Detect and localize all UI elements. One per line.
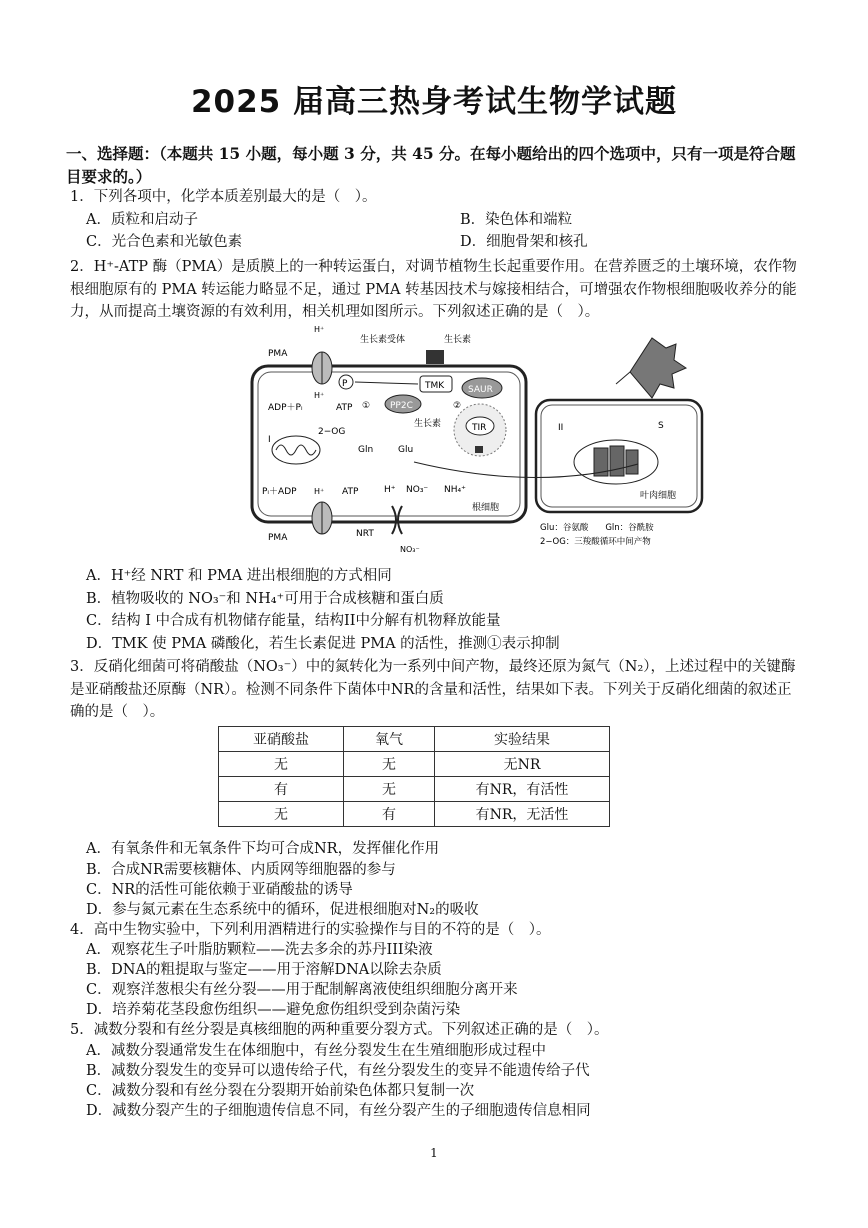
table-cell: 无 <box>219 752 344 777</box>
label-nrt: NRT <box>356 529 374 539</box>
label-hplus-bottom: H⁺ <box>314 487 325 496</box>
leaf-icon <box>630 338 686 398</box>
q3-option-b: B．合成NR需要核糖体、内质网等细胞器的参与 <box>86 862 396 878</box>
label-roman1: I <box>268 435 271 445</box>
label-root-cell: 根细胞 <box>472 503 500 513</box>
label-saur: SAUR <box>468 385 493 395</box>
label-glu: Glu <box>398 445 414 455</box>
q5-option-a: A．减数分裂通常发生在体细胞中，有丝分裂发生在生殖细胞形成过程中 <box>86 1043 546 1059</box>
nrt-channel <box>392 506 402 534</box>
q1-option-d: D．细胞骨架和核孔 <box>460 234 588 250</box>
label-s: S <box>658 421 664 431</box>
q3-option-a: A．有氧条件和无氧条件下均可合成NR，发挥催化作用 <box>86 841 440 857</box>
q1-option-b: B．染色体和端粒 <box>460 212 573 228</box>
label-no3-in: NO₃⁻ <box>406 485 429 495</box>
table-header: 氧气 <box>344 727 435 752</box>
table-header: 亚硝酸盐 <box>219 727 344 752</box>
label-atp-bottom: ATP <box>342 487 359 497</box>
label-auxin-inner: 生长素 <box>414 419 442 429</box>
table-cell: 无 <box>344 752 435 777</box>
label-pi-adp: Pᵢ＋ADP <box>262 487 297 497</box>
label-circle1: ① <box>362 401 371 411</box>
page-number: 1 <box>430 1146 438 1160</box>
label-hplus-top: H⁺ <box>314 325 325 334</box>
q5-option-d: D．减数分裂产生的子细胞遗传信息不同，有丝分裂产生的子细胞遗传信息相同 <box>86 1103 591 1119</box>
label-auxin-top: 生长素 <box>444 335 472 345</box>
label-no3-out: NO₃⁻ <box>400 545 420 554</box>
pma-mechanism-figure <box>238 322 708 562</box>
q3-option-d: D．参与氮元素在生态系统中的循环，促进根细胞对N₂的吸收 <box>86 902 479 918</box>
label-roman2: II <box>558 423 564 433</box>
q5-option-b: B．减数分裂发生的变异可以遗传给子代，有丝分裂发生的变异不能遗传给子代 <box>86 1063 590 1079</box>
label-2og: 2−OG <box>318 427 346 437</box>
label-adp-pi: ADP＋Pᵢ <box>268 403 303 413</box>
q2-option-a: A．H⁺经 NRT 和 PMA 进出根细胞的方式相同 <box>86 568 392 584</box>
table-cell: 无 <box>219 802 344 827</box>
q5-stem: 5．减数分裂和有丝分裂是真核细胞的两种重要分裂方式。下列叙述正确的是（ ）。 <box>70 1022 609 1038</box>
label-hplus-mid: H⁺ <box>314 391 325 400</box>
label-circle2: ② <box>453 401 462 411</box>
table-cell: 有 <box>219 777 344 802</box>
q3-stem: 3．反硝化细菌可将硝酸盐（NO₃⁻）中的氮转化为一系列中间产物，最终还原为氮气（N₂），上述过程中的关键酶是亚硝酸盐还原酶（NR）。检测不同条件下菌体中NR的含量和活性，结果如下表。下列关于反硝化细菌的叙述正确的是（ ）。 <box>70 659 796 720</box>
table-cell: 有NR，有活性 <box>435 777 610 802</box>
label-leaf-cell: 叶肉细胞 <box>640 491 677 501</box>
label-pma-bottom: PMA <box>268 533 288 543</box>
table-cell: 有 <box>344 802 435 827</box>
q4-option-c: C．观察洋葱根尖有丝分裂——用于配制解离液使组织细胞分离开来 <box>86 982 518 998</box>
q1-option-a: A．质粒和启动子 <box>86 212 198 228</box>
label-pma-top: PMA <box>268 349 288 359</box>
arrow-tmk-p <box>355 382 418 384</box>
results-table <box>218 726 610 827</box>
label-tir: TIR <box>472 423 487 433</box>
label-receptor: 生长素受体 <box>360 335 406 345</box>
label-p: P <box>342 379 348 389</box>
label-atp-top: ATP <box>336 403 353 413</box>
q4-stem: 4．高中生物实验中，下列利用酒精进行的实验操作与目的不符的是（ ）。 <box>70 922 551 938</box>
auxin-receptor-icon <box>426 350 444 364</box>
table-header-row <box>219 727 610 752</box>
table-cell: 有NR，无活性 <box>435 802 610 827</box>
exam-title: 2025 届高三热身考试生物学试题 <box>190 84 678 120</box>
label-nh4: NH₄⁺ <box>444 485 466 495</box>
label-pp2c: PP2C <box>390 401 413 411</box>
table-cell: 无NR <box>435 752 610 777</box>
q1-option-c: C．光合色素和光敏色素 <box>86 234 243 250</box>
figure-legend-1: Glu：谷氨酸 Gln：谷酰胺 <box>540 523 654 533</box>
q3-option-c: C．NR的活性可能依赖于亚硝酸盐的诱导 <box>86 882 353 898</box>
label-tmk: TMK <box>425 381 445 391</box>
q2-option-b: B．植物吸收的 NO₃⁻和 NH₄⁺可用于合成核糖和蛋白质 <box>86 591 444 607</box>
label-gln: Gln <box>358 445 374 455</box>
q4-option-a: A．观察花生子叶脂肪颗粒——洗去多余的苏丹III染液 <box>86 942 433 958</box>
q4-option-b: B．DNA的粗提取与鉴定——用于溶解DNA以除去杂质 <box>86 962 442 978</box>
q5-option-c: C．减数分裂和有丝分裂在分裂期开始前染色体都只复制一次 <box>86 1083 475 1099</box>
table-row <box>219 752 610 777</box>
table-row <box>219 802 610 827</box>
section-header: 一、选择题：（本题共 15 小题，每小题 3 分，共 45 分。在每小题给出的四个选项中，只有一项是符合题目要求的。） <box>66 144 796 186</box>
q2-stem: 2．H⁺-ATP 酶（PMA）是质膜上的一种转运蛋白，对调节植物生长起重要作用。在营养匮乏的土壤环境，农作物根细胞原有的 PMA 转运能力略显不足，通过 PMA 转基因技术与嫁接相结合，可增强农作物根细胞吸收养分的能力，从而提高土壤资源的有效利用，相关机理如图所示。下列叙述正确的是（ ）。 <box>70 259 797 320</box>
table-row <box>219 777 610 802</box>
q4-option-d: D．培养菊花茎段愈伤组织——避免愈伤组织受到杂菌污染 <box>86 1002 461 1018</box>
label-hplus-no3: H⁺ <box>384 485 396 495</box>
q2-option-c: C．结构 I 中合成有机物储存能量，结构II中分解有机物释放能量 <box>86 613 501 629</box>
figure-legend-2: 2−OG：三羧酸循环中间产物 <box>540 537 651 547</box>
q2-option-d: D．TMK 使 PMA 磷酸化，若生长素促进 PMA 的活性，推测①表示抑制 <box>86 636 560 652</box>
table-cell: 无 <box>344 777 435 802</box>
table-header: 实验结果 <box>435 727 610 752</box>
q1-stem: 1．下列各项中，化学本质差别最大的是（ ）。 <box>70 189 377 205</box>
